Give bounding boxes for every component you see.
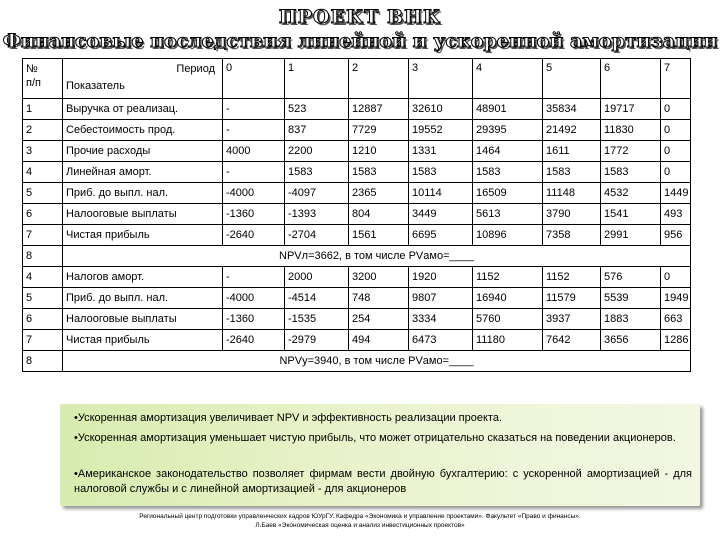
conclusion-text: Американское законодательство позволяет фирмам вести двойную бухгалтерию: с ускоренной амортизацией - для налоговой службы и с линейной амортизацией - для акционеров	[74, 468, 692, 495]
value-cell: 2365	[349, 183, 409, 204]
value-cell: 0	[661, 120, 691, 141]
header-period-cell: 7	[661, 59, 691, 99]
value-cell: 2000	[285, 267, 349, 288]
table-row	[23, 288, 691, 309]
value-cell: 2200	[285, 141, 349, 162]
header-indicator: Показатель	[66, 80, 125, 92]
value-cell: -	[223, 99, 285, 120]
header-period-indicator	[63, 59, 223, 99]
value-cell: 4000	[223, 141, 285, 162]
value-cell: 956	[661, 225, 691, 246]
value-cell: 748	[349, 288, 409, 309]
value-cell: 1152	[473, 267, 543, 288]
value-cell: 0	[661, 141, 691, 162]
value-cell: -	[223, 267, 285, 288]
page-subtitle: Финансовые последствия линейной и ускоренной амортизации	[2, 30, 718, 52]
value-cell: 5613	[473, 204, 543, 225]
conclusion-text: Ускоренная амортизация увеличивает NPV и эффективность реализации проекта.	[77, 412, 502, 424]
value-cell: 10896	[473, 225, 543, 246]
value-cell: -1360	[223, 309, 285, 330]
value-cell: 4532	[601, 183, 661, 204]
header-period-cell: 2	[349, 59, 409, 99]
table-row	[23, 267, 691, 288]
value-cell: 7642	[543, 330, 601, 351]
table-row	[23, 330, 691, 351]
value-cell: 1583	[349, 162, 409, 183]
row-number: 5	[23, 288, 63, 309]
value-cell: 11180	[473, 330, 543, 351]
value-cell: 21492	[543, 120, 601, 141]
header-period-cell: 6	[601, 59, 661, 99]
row-label: Чистая прибыль	[63, 330, 223, 351]
value-cell: -4000	[223, 288, 285, 309]
footer-line: Л.Баев «Экономическая оценка и анализ инвестиционных проектов»	[255, 522, 465, 529]
value-cell: 11579	[543, 288, 601, 309]
value-cell: 1920	[409, 267, 473, 288]
value-cell: 1583	[409, 162, 473, 183]
value-cell: -	[223, 162, 285, 183]
value-cell: 837	[285, 120, 349, 141]
value-cell: 1286	[661, 330, 691, 351]
value-cell: 10114	[409, 183, 473, 204]
value-cell: 3937	[543, 309, 601, 330]
depreciation-table	[22, 58, 691, 372]
value-cell: 32610	[409, 99, 473, 120]
npv-summary: NPVл=3662, в том числе PVамо=____	[63, 246, 691, 267]
value-cell: 7729	[349, 120, 409, 141]
npv-row	[23, 351, 691, 372]
value-cell: 0	[661, 99, 691, 120]
value-cell: 2991	[601, 225, 661, 246]
table-row	[23, 309, 691, 330]
row-label: Чистая прибыль	[63, 225, 223, 246]
value-cell: 9807	[409, 288, 473, 309]
row-number: 2	[23, 120, 63, 141]
header-period: Период	[176, 63, 215, 75]
header-period-cell: 3	[409, 59, 473, 99]
table-header-row	[23, 59, 691, 99]
value-cell: 48901	[473, 99, 543, 120]
value-cell: -2704	[285, 225, 349, 246]
value-cell: 3656	[601, 330, 661, 351]
value-cell: 254	[349, 309, 409, 330]
table-row	[23, 120, 691, 141]
value-cell: 1541	[601, 204, 661, 225]
header-period-cell: 5	[543, 59, 601, 99]
value-cell: -2640	[223, 225, 285, 246]
conclusion-item: •Ускоренная амортизация уменьшает чистую прибыль, что может отрицательно сказаться на поведении акционеров.	[74, 432, 676, 444]
value-cell: 12887	[349, 99, 409, 120]
value-cell: 493	[661, 204, 691, 225]
value-cell: 1583	[473, 162, 543, 183]
value-cell: 1583	[285, 162, 349, 183]
row-number: 8	[23, 246, 63, 267]
value-cell: 523	[285, 99, 349, 120]
value-cell: 1449	[661, 183, 691, 204]
value-cell: 6473	[409, 330, 473, 351]
value-cell: 3449	[409, 204, 473, 225]
value-cell: 7358	[543, 225, 601, 246]
value-cell: 29395	[473, 120, 543, 141]
value-cell: 494	[349, 330, 409, 351]
row-label: Налооговые выплаты	[63, 309, 223, 330]
value-cell: -1393	[285, 204, 349, 225]
page-title: ПРОЕКТ ВНК	[278, 6, 442, 28]
row-label: Прочие расходы	[63, 141, 223, 162]
value-cell: 11830	[601, 120, 661, 141]
value-cell: 1561	[349, 225, 409, 246]
value-cell: -4514	[285, 288, 349, 309]
table-row	[23, 225, 691, 246]
table-row	[23, 204, 691, 225]
value-cell: 3334	[409, 309, 473, 330]
table-row	[23, 162, 691, 183]
footer-line: Региональный центр подготовки управленческих кадров ЮУрГУ. Кафедра «Экономика и управление проектами». Факультет «Право и финансы».	[139, 513, 581, 520]
value-cell: 3200	[349, 267, 409, 288]
value-cell: 1772	[601, 141, 661, 162]
value-cell: -	[223, 120, 285, 141]
conclusion-item: •Ускоренная амортизация увеличивает NPV и эффективность реализации проекта.	[74, 412, 502, 424]
row-label: Приб. до выпл. нал.	[63, 183, 223, 204]
value-cell: 0	[661, 162, 691, 183]
value-cell: 1331	[409, 141, 473, 162]
npv-summary: NPVу=3940, в том числе PVамо=____	[63, 351, 691, 372]
value-cell: 1583	[543, 162, 601, 183]
value-cell: 16940	[473, 288, 543, 309]
value-cell: 1583	[601, 162, 661, 183]
row-label: Приб. до выпл. нал.	[63, 288, 223, 309]
value-cell: 16509	[473, 183, 543, 204]
value-cell: 804	[349, 204, 409, 225]
row-number: 6	[23, 204, 63, 225]
conclusions-box	[60, 404, 700, 506]
value-cell: 11148	[543, 183, 601, 204]
value-cell: -1535	[285, 309, 349, 330]
row-number: 4	[23, 267, 63, 288]
value-cell: -2640	[223, 330, 285, 351]
row-label: Налооговые выплаты	[63, 204, 223, 225]
value-cell: 6695	[409, 225, 473, 246]
value-cell: -1360	[223, 204, 285, 225]
row-number: 5	[23, 183, 63, 204]
value-cell: 1883	[601, 309, 661, 330]
row-number: 1	[23, 99, 63, 120]
row-number: 7	[23, 225, 63, 246]
value-cell: 1152	[543, 267, 601, 288]
row-number: 8	[23, 351, 63, 372]
value-cell: 3790	[543, 204, 601, 225]
value-cell: 1949	[661, 288, 691, 309]
value-cell: 1210	[349, 141, 409, 162]
value-cell: 35834	[543, 99, 601, 120]
value-cell: 19552	[409, 120, 473, 141]
row-label: Налогов аморт.	[63, 267, 223, 288]
row-number: 7	[23, 330, 63, 351]
npv-row	[23, 246, 691, 267]
row-number: 6	[23, 309, 63, 330]
table-row	[23, 183, 691, 204]
value-cell: 1464	[473, 141, 543, 162]
row-number: 4	[23, 162, 63, 183]
value-cell: 663	[661, 309, 691, 330]
value-cell: -4000	[223, 183, 285, 204]
value-cell: 5539	[601, 288, 661, 309]
conclusion-item: •Американское законодательство позволяет фирмам вести двойную бухгалтерию: с ускоренной амортизацией - для налоговой службы и с линейной амортизацией - для акционеров	[74, 468, 692, 495]
header-period-cell: 1	[285, 59, 349, 99]
row-label: Выручка от реализац.	[63, 99, 223, 120]
row-label: Себестоимость прод.	[63, 120, 223, 141]
value-cell: 1611	[543, 141, 601, 162]
value-cell: 576	[601, 267, 661, 288]
table-row	[23, 99, 691, 120]
header-period-cell: 4	[473, 59, 543, 99]
row-number: 3	[23, 141, 63, 162]
value-cell: -4097	[285, 183, 349, 204]
row-label: Линейная аморт.	[63, 162, 223, 183]
value-cell: 0	[661, 267, 691, 288]
table-row	[23, 141, 691, 162]
value-cell: 19717	[601, 99, 661, 120]
value-cell: 5760	[473, 309, 543, 330]
header-period-cell: 0	[223, 59, 285, 99]
conclusion-text: Ускоренная амортизация уменьшает чистую прибыль, что может отрицательно сказаться на поведении акционеров.	[77, 432, 676, 444]
header-num: № п/п	[23, 59, 63, 99]
value-cell: -2979	[285, 330, 349, 351]
